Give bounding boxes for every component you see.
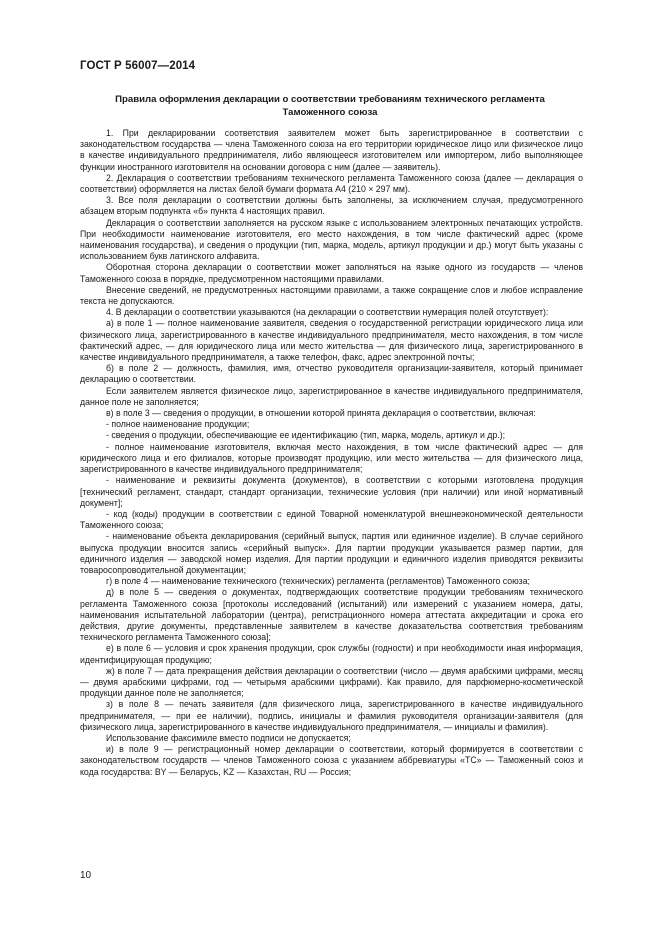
section-title (80, 93, 580, 119)
paragraph: и) в поле 9 — регистрационный номер декларации о соответствии, который формируется в соответствии с законодательством государств — членов Таможенного союза с указанием аббревиатуры «ТС» — Таможенный союз и кода государства: BY — Беларусь, KZ — Казахстан, RU — Россия; (80, 744, 583, 777)
paragraph: б) в поле 2 — должность, фамилия, имя, отчество руководителя организации-заявителя, который принимает декларацию о соответствии. (80, 363, 583, 385)
page-number: 10 (80, 870, 92, 881)
paragraph: г) в поле 4 — наименование технического (технических) регламента (регламентов) Таможенного союза; (106, 576, 530, 587)
paragraph: Если заявителем является физическое лицо, зарегистрированное в качестве индивидуального предпринимателя, данное поле не заполняется; (80, 385, 583, 407)
list-item: - наименование объекта декларирования (серийный выпуск, партия или единичное изделие). В случае серийного выпуска продукции вносится запись «серийный выпуск». Для партии продукции указывается размер партии, для единичного изделия — заводской номер изделия. Для партии продукции и единичного изделия приводятся реквизиты товаросопроводительной документации; (80, 531, 583, 575)
paragraph: Оборотная сторона декларации о соответствии может заполняться на языке одного из государств — членов Таможенного союза в порядке, предусмотренном настоящими правилами. (80, 262, 583, 284)
paragraph: а) в поле 1 — полное наименование заявителя, сведения о государственной регистрации юридического лица или физического лица, зарегистрированного в качестве индивидуального предпринимателя, место нахождения, в том числе фактический адрес, — для юридического лица или место жительства — для физического лица, зарегистрированного в качестве индивидуального предпринимателя, а также телефон, факс, адрес электронной почты; (80, 318, 583, 363)
paragraph: 4. В декларации о соответствии указываются (на декларации о соответствии нумерация полей отсутствует): (106, 307, 549, 318)
list-item: - полное наименование продукции; (106, 419, 250, 430)
section-title-line-2: Таможенного союза (282, 107, 378, 118)
section-title-line-1: Правила оформления декларации о соответствии требованиям технического регламента (115, 94, 545, 105)
paragraph: в) в поле 3 — сведения о продукции, в отношении которой принята декларация о соответствии, включая: (106, 408, 536, 419)
list-item: - код (коды) продукции в соответствии с единой Товарной номенклатурой внешнеэкономической деятельности Таможенного союза; (80, 508, 583, 531)
paragraph: 2. Декларация о соответствии требованиям технического регламента Таможенного союза (далее — декларация о соответствии) оформляется на листах белой бумаги формата А4 (210 × 297 мм). (80, 172, 583, 195)
paragraph: Декларация о соответствии заполняется на русском языке с использованием электронных печатающих устройств. При необходимости наименование изготовителя, его место нахождения, в том числе фактический адрес (кроме наименования государства), и сведения о продукции (тип, марка, модель, артикул продукции и др.) могут быть указаны с использованием букв латинского алфавита. (80, 217, 583, 262)
paragraph: ж) в поле 7 — дата прекращения действия декларации о соответствии (число — двумя арабскими цифрами, месяц — двумя арабскими цифрами, год — четырьмя арабскими цифрами). Как правило, для парфюмерно-косметической продукции данное поле не заполняется; (80, 665, 583, 699)
document-body (80, 128, 583, 778)
paragraph: е) в поле 6 — условия и срок хранения продукции, срок службы (годности) и при необходимости иная информация, идентифицирующая продукцию; (80, 643, 583, 665)
list-item: - полное наименование изготовителя, включая место нахождения, в том числе фактический адрес — для юридического лица и его филиалов, которые производят продукцию, или место жительства — для физического лица, зарегистрированного в качестве индивидуального предпринимателя; (80, 441, 583, 475)
list-item: - наименование и реквизиты документа (документов), в соответствии с которыми изготовлена продукция [технический регламент, стандарт, стандарт организации, технические условия (при наличии) или иной нормативный документ]; (80, 475, 583, 508)
paragraph: д) в поле 5 — сведения о документах, подтверждающих соответствие продукции требованиям технического регламента Таможенного союза [протоколы исследований (испытаний) или измерений с указанием номера, даты, наименования испытательной лаборатории (центра), регистрационного номера аттестата аккредитации и срока его действия, другие документы, представленные заявителем в качестве доказательства соответствия требованиям технического регламента Таможенного союза]; (80, 587, 583, 643)
paragraph: з) в поле 8 — печать заявителя (для физического лица, зарегистрированного в качестве индивидуального предпринимателя, — при ее наличии), подпись, инициалы и фамилия руководителя организации-заявителя (для физического лица, зарегистрированного в качестве индивидуального предпринимателя, — инициалы и фамилия). (80, 699, 583, 732)
paragraph: Внесение сведений, не предусмотренных настоящими правилами, а также сокращение слов и любое исправление текста не допускаются. (80, 284, 583, 307)
paragraph: 3. Все поля декларации о соответствии должны быть заполнены, за исключением случая, предусмотренного абзацем вторым подпункта «б» пункта 4 настоящих правил. (80, 195, 583, 217)
paragraph: 1. При декларировании соответствия заявителем может быть зарегистрированное в соответствии с законодательством государства — члена Таможенного союза на его территории юридическое лицо или физическое лицо в качестве индивидуального предпринимателя, либо являющееся изготовителем или импортером, либо выполняющее функции иностранного изготовителя на основании договора с ним (далее — заявитель). (80, 128, 583, 172)
document-header-code: ГОСТ Р 56007—2014 (80, 60, 196, 72)
list-item: - сведения о продукции, обеспечивающие ее идентификацию (тип, марка, модель, артикул и др.); (106, 430, 506, 441)
paragraph: Использование факсимиле вместо подписи не допускается; (106, 732, 351, 743)
